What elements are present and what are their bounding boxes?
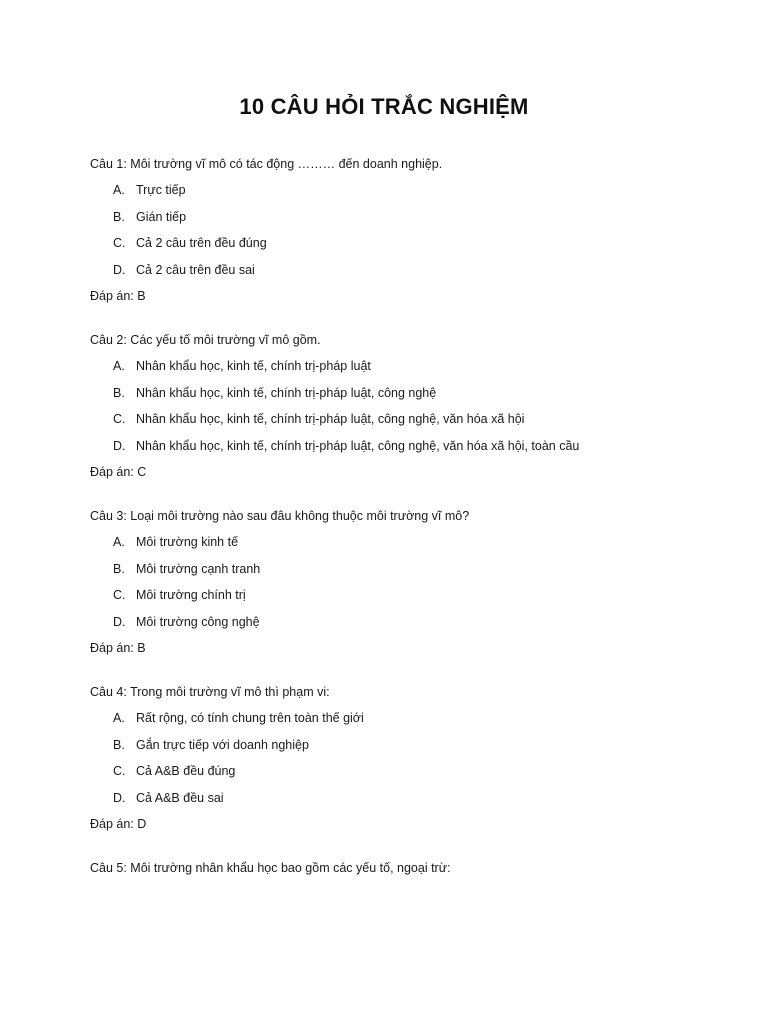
option-letter: B. [113, 385, 125, 400]
option-d [90, 261, 730, 288]
question-text: Câu 2: Các yếu tố môi trường vĩ mô gồm. [90, 333, 321, 347]
answer-key: Đáp án: D [90, 817, 147, 831]
option-d [90, 789, 730, 816]
question-list [90, 155, 730, 903]
option-letter: C. [113, 764, 126, 778]
option-letter: C. [113, 236, 126, 250]
option-text: Cả 2 câu trên đều đúng [136, 236, 267, 250]
option-c [90, 410, 730, 437]
page-title: 10 CÂU HỎI TRẮC NGHIỆM [239, 94, 529, 119]
option-letter: B. [113, 561, 125, 576]
option-letter: D. [113, 790, 126, 805]
option-text: Nhân khẩu học, kinh tế, chính trị-pháp luật [136, 359, 371, 373]
option-b [90, 736, 730, 763]
question-4 [90, 683, 730, 833]
option-a [90, 533, 730, 560]
option-c [90, 234, 730, 261]
option-a [90, 357, 730, 384]
question-2 [90, 331, 730, 481]
option-text: Cả A&B đều sai [136, 790, 224, 805]
question-3 [90, 507, 730, 657]
option-text: Gián tiếp [136, 209, 187, 224]
option-letter: A. [113, 711, 125, 725]
option-text: Môi trường công nghệ [136, 614, 260, 629]
option-text: Môi trường kinh tế [136, 535, 239, 549]
option-letter: A. [113, 535, 125, 549]
question-1 [90, 155, 730, 305]
option-letter: D. [113, 262, 126, 277]
option-b [90, 560, 730, 587]
option-letter: C. [113, 412, 126, 426]
option-d [90, 613, 730, 640]
option-list [90, 357, 730, 463]
option-letter: A. [113, 359, 125, 373]
option-letter: B. [113, 737, 125, 752]
option-text: Cả A&B đều đúng [136, 764, 236, 778]
answer-key: Đáp án: B [90, 289, 146, 303]
option-list [90, 181, 730, 287]
option-text: Môi trường cạnh tranh [136, 561, 261, 576]
option-a [90, 181, 730, 208]
option-text: Gắn trực tiếp với doanh nghiệp [136, 737, 309, 752]
question-text: Câu 5: Môi trường nhân khẩu học bao gồm các yếu tố, ngoại trừ: [90, 861, 451, 875]
option-list [90, 533, 730, 639]
answer-key: Đáp án: B [90, 641, 146, 655]
option-b [90, 384, 730, 411]
option-text: Cả 2 câu trên đều sai [136, 262, 255, 277]
option-text: Rất rộng, có tính chung trên toàn thế giới [136, 711, 364, 725]
option-text: Nhân khẩu học, kinh tế, chính trị-pháp luật, công nghệ, văn hóa xã hội, toàn cầu [136, 438, 580, 453]
option-letter: D. [113, 614, 126, 629]
option-a [90, 709, 730, 736]
option-letter: C. [113, 588, 126, 602]
option-d [90, 437, 730, 464]
question-text: Câu 4: Trong môi trường vĩ mô thì phạm vi: [90, 685, 330, 699]
option-text: Môi trường chính trị [136, 588, 246, 602]
answer-key: Đáp án: C [90, 465, 147, 479]
option-c [90, 586, 730, 613]
option-letter: A. [113, 183, 125, 197]
option-text: Nhân khẩu học, kinh tế, chính trị-pháp luật, công nghệ, văn hóa xã hội [136, 412, 525, 426]
option-letter: D. [113, 438, 126, 453]
option-c [90, 762, 730, 789]
option-list [90, 709, 730, 815]
question-text: Câu 3: Loại môi trường nào sau đâu không thuộc môi trường vĩ mô? [90, 509, 470, 523]
option-letter: B. [113, 209, 125, 224]
option-text: Trực tiếp [136, 183, 186, 197]
question-text: Câu 1: Môi trường vĩ mô có tác động ……… đến doanh nghiệp. [90, 157, 443, 171]
question-5 [90, 859, 730, 877]
option-b [90, 208, 730, 235]
option-text: Nhân khẩu học, kinh tế, chính trị-pháp luật, công nghệ [136, 385, 437, 400]
